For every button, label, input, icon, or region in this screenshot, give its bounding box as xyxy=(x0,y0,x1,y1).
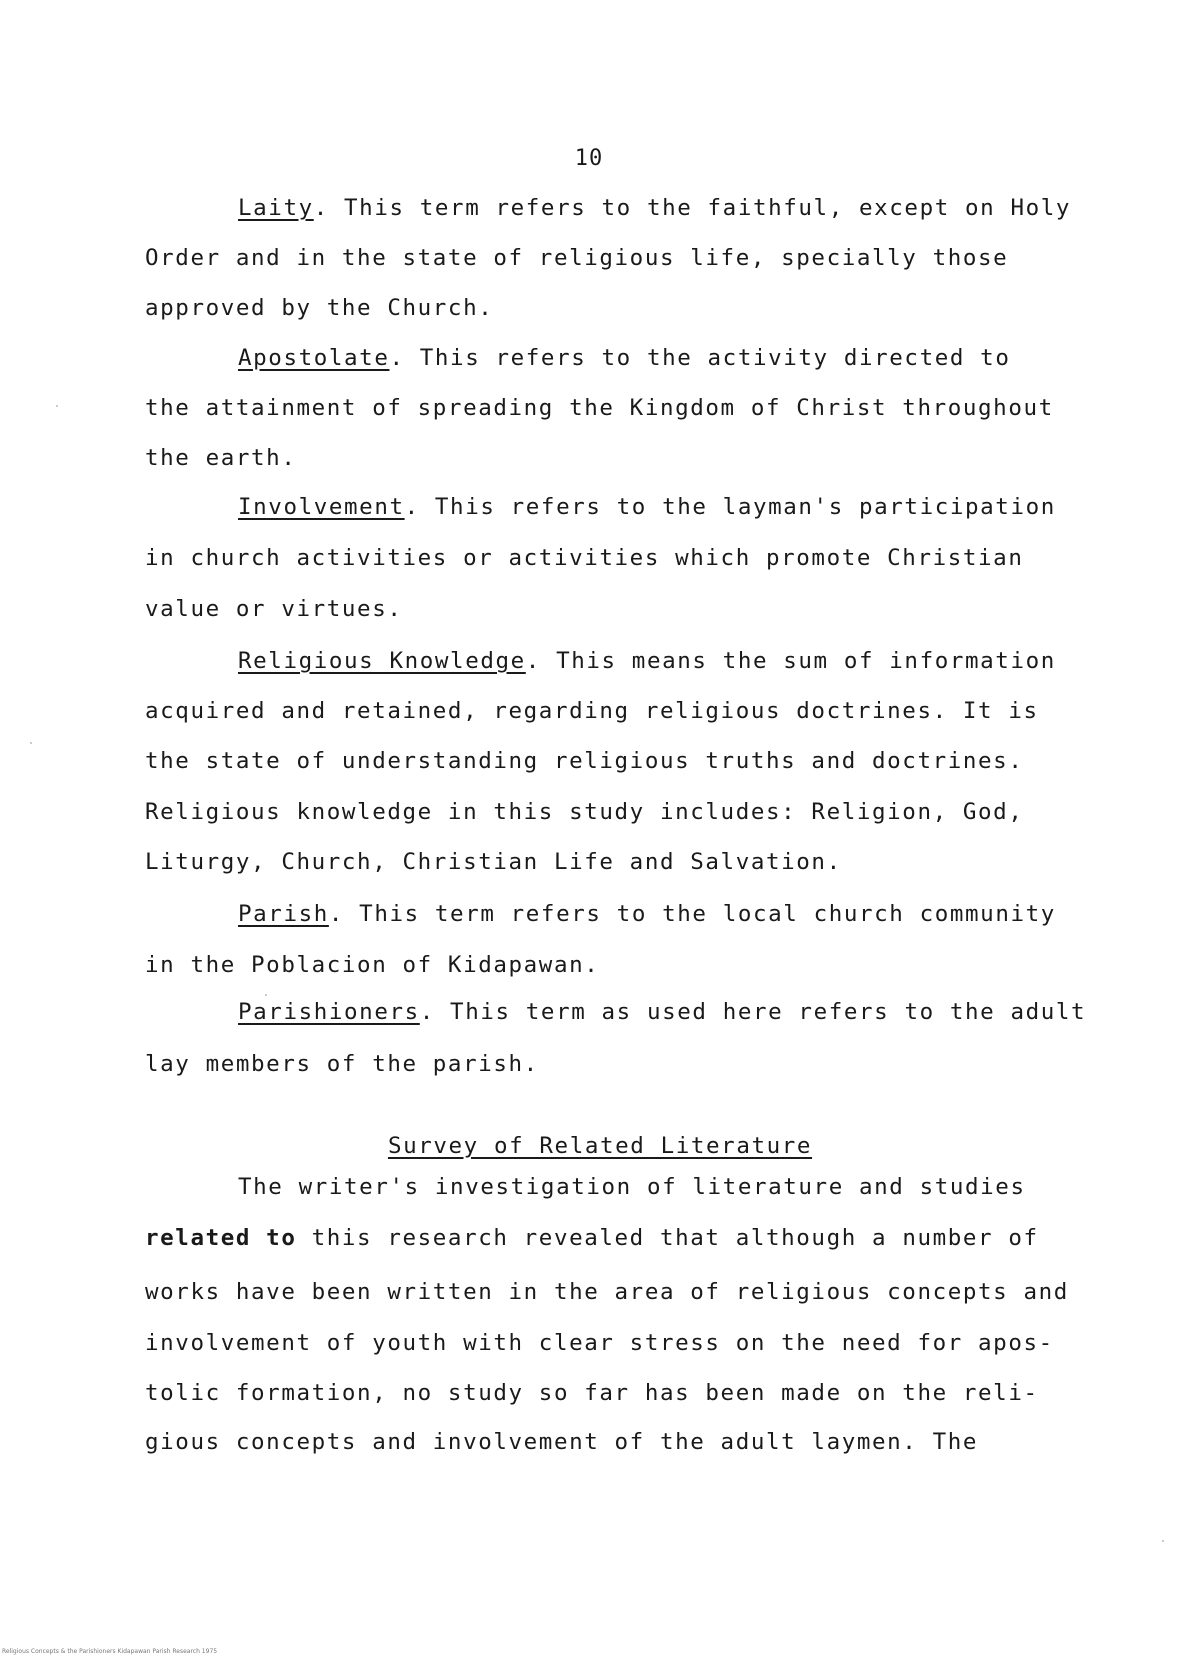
scan-speck xyxy=(30,742,32,744)
definition-involvement xyxy=(238,496,1056,519)
scan-footer: Religious Concepts & the Parishioners Kidapawan Parish Research 1975 xyxy=(2,1648,218,1655)
survey-line-2 xyxy=(145,1227,1039,1250)
term-laity: Laity xyxy=(238,195,314,221)
survey-line-2-text: this research revealed that although a number of xyxy=(296,1225,1039,1251)
scan-speck xyxy=(56,405,58,407)
text-line: works have been written in the area of religious concepts and xyxy=(145,1279,1069,1305)
text-line: tolic formation, no study so far has been made on the reli- xyxy=(145,1380,1039,1406)
text-line: gious concepts and involvement of the adult laymen. The xyxy=(145,1429,979,1455)
bold-phrase: related to xyxy=(145,1225,297,1251)
scan-speck xyxy=(1162,1540,1164,1542)
text-line: acquired and retained, regarding religious doctrines. It is xyxy=(145,698,1039,724)
text-line: approved by the Church. xyxy=(145,295,494,321)
text-line: Liturgy, Church, Christian Life and Salvation. xyxy=(145,849,842,875)
section-heading xyxy=(0,1133,1178,1159)
definition-apostolate-text: . This refers to the activity directed to xyxy=(389,345,1011,371)
definition-parish xyxy=(238,903,1056,926)
text-line: value or virtues. xyxy=(145,596,403,622)
text-line: the state of understanding religious truths and doctrines. xyxy=(145,748,1024,774)
text-line: lay members of the parish. xyxy=(145,1051,539,1077)
definition-parish-text: . This term refers to the local church community xyxy=(328,901,1056,927)
definition-apostolate xyxy=(238,347,1010,370)
term-involvement: Involvement xyxy=(238,494,405,520)
term-apostolate: Apostolate xyxy=(238,345,390,371)
scan-speck xyxy=(265,994,267,996)
definition-parishioners xyxy=(238,1001,1086,1024)
text-line: Religious knowledge in this study includes: Religion, God, xyxy=(145,799,1024,825)
definition-religious-knowledge-text: . This means the sum of information xyxy=(525,648,1056,674)
definition-laity-text: . This term refers to the faithful, except on Holy xyxy=(313,195,1072,221)
text-line: the attainment of spreading the Kingdom of Christ throughout xyxy=(145,395,1054,421)
definition-involvement-text: . This refers to the layman's participation xyxy=(404,494,1056,520)
page-number: 10 xyxy=(574,146,604,171)
term-parish: Parish xyxy=(238,901,329,927)
term-parishioners: Parishioners xyxy=(238,999,420,1025)
definition-parishioners-text: . This term as used here refers to the adult xyxy=(419,999,1087,1025)
text-line: involvement of youth with clear stress on the need for apos- xyxy=(145,1330,1054,1356)
definition-laity xyxy=(238,197,1071,220)
text-line: in church activities or activities which promote Christian xyxy=(145,545,1024,571)
term-religious-knowledge: Religious Knowledge xyxy=(238,648,526,674)
section-heading-text: Survey of Related Literature xyxy=(387,1133,813,1159)
text-line: in the Poblacion of Kidapawan. xyxy=(145,952,600,978)
definition-religious-knowledge xyxy=(238,650,1056,673)
text-line: Order and in the state of religious life, specially those xyxy=(145,245,1009,271)
text-line: The writer's investigation of literature and studies xyxy=(238,1174,1026,1200)
text-line: the earth. xyxy=(145,445,297,471)
